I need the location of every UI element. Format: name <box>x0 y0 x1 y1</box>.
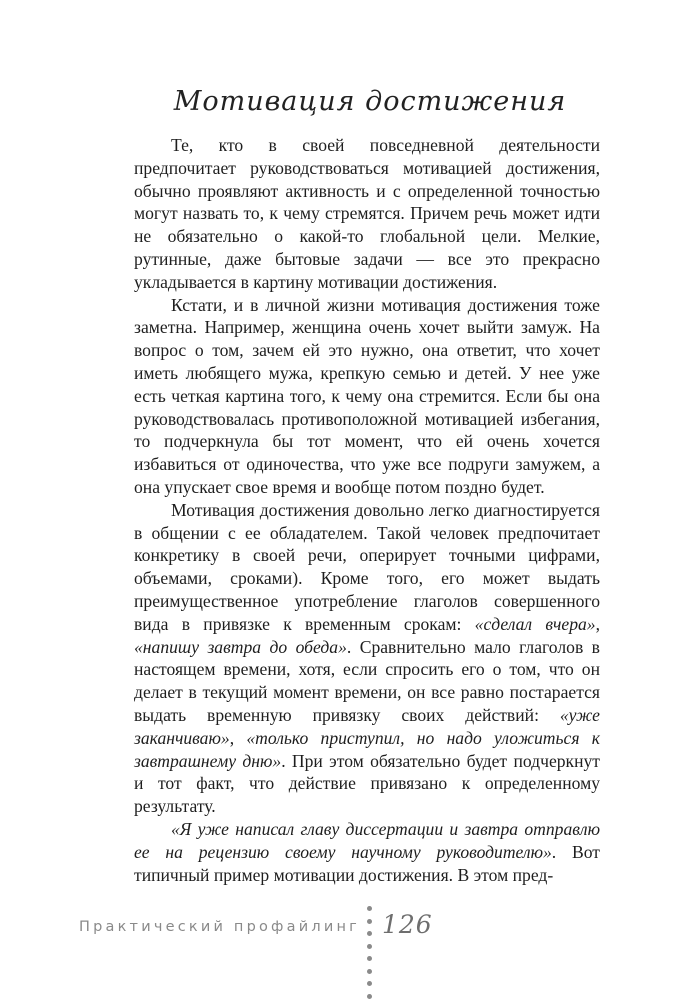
italic-quote: «уже заканчиваю» <box>134 704 600 748</box>
italic-quote: «только приступил, но надо уложиться к завтрашнему дню» <box>134 727 601 771</box>
text-run: . Вот типичный пример мотивации достижения. В этом пред- <box>134 841 600 885</box>
body-text <box>134 134 600 886</box>
text-run: , <box>595 613 600 634</box>
paragraph <box>134 818 600 886</box>
text-run: Мотивация достижения довольно легко диагностируется в общении с ее обладателем. Такой человек предпочитает конкретику в своей речи, оперирует точными цифрами, объемами, сроками). Кроме того, его может выдать преимущественное употребление глаголов совершенного вида в привязке к временным срокам: <box>134 499 600 634</box>
italic-quote: «сделал вчера» <box>474 613 596 634</box>
chapter-heading: Мотивация достижения <box>173 86 567 117</box>
italic-quote: «напишу завтра до обеда» <box>134 636 347 657</box>
paragraph <box>134 499 600 818</box>
text-run: Кстати, и в личной жизни мотивация достижения тоже заметна. Например, женщина очень хочет выйти замуж. На вопрос о том, зачем ей это нужно, она ответит, что хочет иметь любящего мужа, крепкую семью и детей. У нее уже есть четкая картина того, к чему она стремится. Если бы она руководствовалась противоположной мотивацией избегания, то подчеркнула бы тот момент, что ей очень хочется избавиться от одиночества, что уже все подруги замужем, а она упускает свое время и вообще потом поздно будет. <box>134 294 600 497</box>
text-run: Те, кто в своей повседневной деятельности предпочитает руководствоваться мотивацией достижения, обычно проявляют активность и с определенной точностью могут назвать то, к чему стремятся. Причем речь может идти не обязательно о какой-то глобальной цели. Мелкие, рутинные, даже бытовые задачи — все это прекрасно укладывается в картину мотивации достижения. <box>134 135 600 292</box>
paragraph <box>134 294 600 499</box>
paragraph <box>134 134 600 294</box>
running-footer-title: Практический профайлинг <box>79 919 360 935</box>
dotted-divider <box>367 906 373 1000</box>
page-number: 126 <box>382 910 433 939</box>
text-run: , <box>229 727 247 748</box>
text-run: . Сравнительно мало глаголов в настоящем времени, хотя, если спросить его о том, что он делает в текущий момент времени, он все равно постарается выдать временную привязку своих действий: <box>134 636 600 725</box>
text-run: . При этом обязательно будет подчеркнут и тот факт, что действие привязано к определенному результату. <box>134 750 600 817</box>
italic-quote: «Я уже написал главу диссертации и завтра отправлю ее на рецензию своему научному руководителю» <box>134 818 600 862</box>
